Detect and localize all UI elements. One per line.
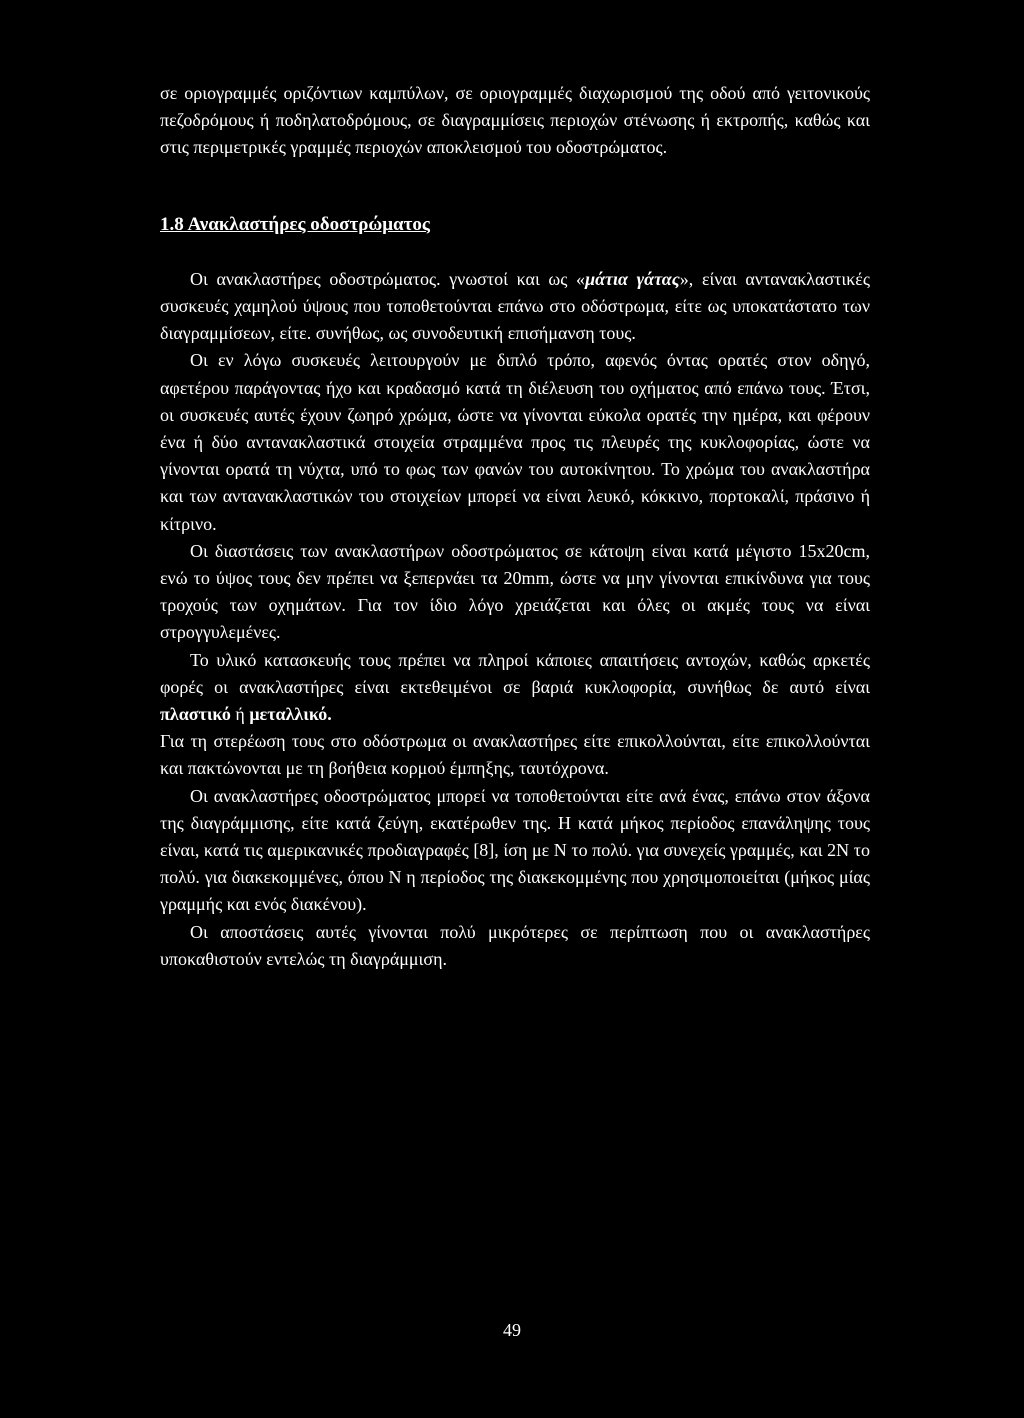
paragraph-definition-text-start: Οι ανακλαστήρες οδοστρώματος. γνωστοί και ως « xyxy=(190,268,586,289)
paragraph-placement: Οι ανακλαστήρες οδοστρώματος μπορεί να τοποθετούνται είτε ανά ένας, επάνω στον άξονα της διαγράμμισης, είτε κατά ζεύγη, εκατέρωθεν της. Η κατά μήκος περίοδος επανάληψης τους είναι, κατά τις αμερικανικές προδιαγραφές [8], ίση με Ν το πολύ. για συνεχείς γραμμές, και 2Ν το πολύ. για διακεκομμένες, όπου Ν η περίοδος της διακεκομμένης που χρησιμοποιείται (μήκος μίας γραμμής και ενός διακένου). xyxy=(160,785,870,915)
page-number: 49 xyxy=(503,1320,521,1340)
intro-paragraph: σε οριογραμμές οριζόντιων καμπύλων, σε οριογραμμές διαχωρισμού της οδού από γειτονικούς πεζοδρόμους ή ποδηλατοδρόμους, σε διαγραμμίσεις περιοχών στένωσης ή εκτροπής, καθώς και στις περιμετρικές γραμμές περιοχών αποκλεισμού του οδοστρώματος. xyxy=(160,83,870,158)
paragraph-definition xyxy=(160,266,870,348)
paragraph-distances: Οι αποστάσεις αυτές γίνονται πολύ μικρότερες σε περίπτωση που οι ανακλαστήρες υποκαθιστούν εντελώς τη διαγράμμιση. xyxy=(160,921,870,969)
paragraph-operation: Οι εν λόγω συσκευές λειτουργούν με διπλό τρόπο, αφενός όντας ορατές στον οδηγό, αφετέρου παράγοντας ήχο και κραδασμό κατά τη διέλευση του οχήματος από επάνω τους. Έτσι, οι συσκευές αυτές έχουν ζωηρό χρώμα, ώστε να γίνονται εύκολα ορατές την ημέρα, και φέρουν ένα ή δύο αντανακλαστικά στοιχεία στραμμένα προς τις πλευρές της κυκλοφορίας, ώστε να γίνονται ορατά τη νύχτα, υπό το φως των φανών του αυτοκίνητου. Το χρώμα του ανακλαστήρα και των αντανακλαστικών του στοιχείων μπορεί να είναι λευκό, κόκκινο, πορτοκαλί, πράσινο ή κίτρινο. xyxy=(160,350,870,534)
material-metal: μεταλλικό. xyxy=(249,704,332,725)
paragraph-material-conjunction: ή xyxy=(230,704,250,725)
paragraph-material xyxy=(160,647,870,729)
section-heading: 1.8 Ανακλαστήρες οδοστρώματος xyxy=(160,213,430,235)
paragraph-fixing: Για τη στερέωση τους στο οδόστρωμα οι ανακλαστήρες είτε επικολλούνται, είτε επικολλούνται και πακτώνονται με τη βοήθεια κορμού έμπηξης, ταυτόχρονα. xyxy=(160,731,870,779)
paragraph-definition-text-end: », είναι αντανακλαστικές συσκευές χαμηλού ύψους που τοποθετούνται επάνω στο οδόστρωμα, είτε ως υποκατάστατο των διαγραμμίσεων, είτε. συνήθως, ως συνοδευτική επισήμανση τους. xyxy=(160,268,870,344)
document-body xyxy=(160,80,870,973)
cat-eyes-term: μάτια γάτας xyxy=(585,268,680,289)
paragraph-dimensions: Οι διαστάσεις των ανακλαστήρων οδοστρώματος σε κάτοψη είναι κατά μέγιστο 15x20cm, ενώ το ύψος τους δεν πρέπει να ξεπερνάει τα 20mm, ώστε να μην γίνονται επικίνδυνα για τους τροχούς των οχημάτων. Για τον ίδιο λόγο χρειάζεται και όλες οι ακμές τους να είναι στρογγυλεμένες. xyxy=(160,540,870,643)
material-plastic: πλαστικό xyxy=(160,704,231,725)
paragraph-material-text: Το υλικό κατασκευής τους πρέπει να πληροί κάποιες απαιτήσεις αντοχών, καθώς αρκετές φορές οι ανακλαστήρες είναι εκτεθειμένοι σε βαριά κυκλοφορία, συνήθως δε αυτό είναι xyxy=(160,649,870,697)
